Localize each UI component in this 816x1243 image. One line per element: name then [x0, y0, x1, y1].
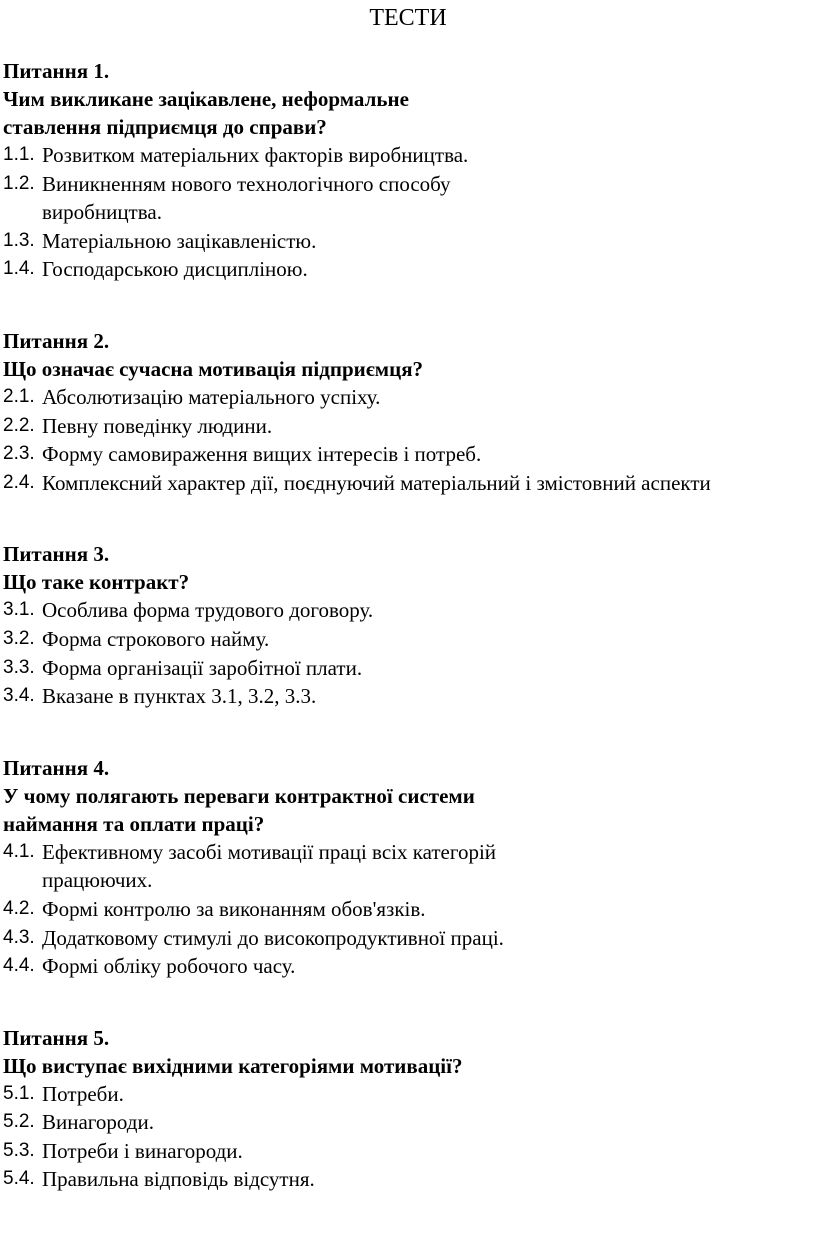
question-text: Що виступає вихідними категоріями мотивації? — [3, 1053, 463, 1078]
answer-option — [3, 255, 803, 284]
answer-option — [3, 895, 803, 924]
answer-option — [3, 654, 803, 683]
option-number: 5.2. — [3, 1111, 35, 1133]
answer-option — [3, 469, 803, 498]
answer-option — [3, 838, 803, 895]
question-heading: Питання 2. — [3, 328, 110, 353]
answer-option — [3, 682, 803, 711]
option-text: Потреби і винагороди. — [42, 1138, 243, 1163]
option-text: Форма організації заробітної плати. — [42, 655, 363, 680]
answer-option — [3, 952, 803, 981]
option-text: Певну поведінку людини. — [42, 413, 273, 438]
question-4 — [3, 754, 803, 981]
option-number: 3.3. — [3, 656, 35, 678]
option-number: 2.1. — [3, 385, 35, 407]
answer-option — [3, 1080, 803, 1109]
option-text: Абсолютизацію матеріального успіху. — [42, 384, 381, 409]
answer-option — [3, 141, 803, 170]
option-text: Формі контролю за виконанням обов'язків. — [42, 896, 426, 921]
option-number: 3.2. — [3, 627, 35, 649]
question-heading: Питання 5. — [3, 1025, 110, 1050]
answer-option — [3, 440, 803, 469]
answer-option — [3, 625, 803, 654]
option-number: 3.4. — [3, 685, 35, 707]
option-number: 4.2. — [3, 897, 35, 919]
option-text: Додатковому стимулі до високопродуктивної праці. — [42, 925, 504, 950]
answer-option — [3, 383, 803, 412]
answer-option — [3, 1165, 803, 1194]
option-text: Господарською дисципліною. — [42, 257, 308, 282]
option-text: Формі обліку робочого часу. — [42, 954, 296, 979]
option-number: 4.1. — [3, 840, 35, 862]
option-number: 5.3. — [3, 1139, 35, 1161]
answer-option — [3, 924, 803, 953]
option-number: 2.4. — [3, 471, 35, 493]
option-text: Виникненням нового технологічного способу виробництва. — [42, 171, 451, 225]
option-number: 1.2. — [3, 172, 35, 194]
question-1 — [3, 57, 803, 284]
answer-option — [3, 1108, 803, 1137]
option-number: 4.4. — [3, 955, 35, 977]
option-number: 1.1. — [3, 144, 35, 165]
option-text: Розвитком матеріальних факторів виробництва. — [42, 143, 469, 167]
test-content — [3, 57, 803, 1237]
option-number: 1.3. — [3, 229, 35, 251]
option-number: 3.1. — [3, 599, 35, 621]
option-text: Ефективному засобі мотивації праці всіх категорій працюючих. — [42, 839, 497, 893]
option-number: 5.4. — [3, 1168, 35, 1190]
option-number: 2.3. — [3, 443, 35, 465]
question-text: Що таке контракт? — [3, 570, 190, 595]
answer-option — [3, 1137, 803, 1166]
answer-option — [3, 412, 803, 441]
option-text: Вказане в пунктах 3.1, 3.2, 3.3. — [42, 684, 317, 709]
option-text: Потреби. — [42, 1081, 124, 1106]
option-text: Особлива форма трудового договору. — [42, 598, 374, 623]
question-text: У чому полягають переваги контрактної системи наймання та оплати праці? — [3, 783, 475, 836]
page-title: ТЕСТИ — [369, 5, 447, 31]
option-text: Форму самовираження вищих інтересів і потреб. — [42, 442, 482, 467]
question-heading: Питання 4. — [3, 755, 110, 780]
question-heading: Питання 3. — [3, 542, 110, 567]
question-heading: Питання 1. — [3, 59, 110, 83]
question-5 — [3, 1024, 803, 1194]
option-number: 5.1. — [3, 1082, 35, 1104]
option-text: Винагороди. — [42, 1110, 154, 1135]
option-number: 2.2. — [3, 414, 35, 436]
question-text: Чим викликане зацікавлене, неформальне ставлення підприємця до справи? — [3, 87, 409, 139]
answer-option — [3, 170, 803, 227]
option-text: Комплексний характер дії, поєднуючий матеріальний і змістовний аспекти — [42, 470, 711, 495]
option-text: Правильна відповідь відсутня. — [42, 1167, 315, 1192]
question-2 — [3, 327, 803, 497]
option-number: 4.3. — [3, 926, 35, 948]
question-text: Що означає сучасна мотивація підприємця? — [3, 356, 424, 381]
answer-option — [3, 227, 803, 256]
option-text: Форма строкового найму. — [42, 626, 270, 651]
option-text: Матеріальною зацікавленістю. — [42, 228, 317, 253]
option-number: 1.4. — [3, 258, 35, 280]
question-3 — [3, 540, 803, 710]
answer-option — [3, 596, 803, 625]
